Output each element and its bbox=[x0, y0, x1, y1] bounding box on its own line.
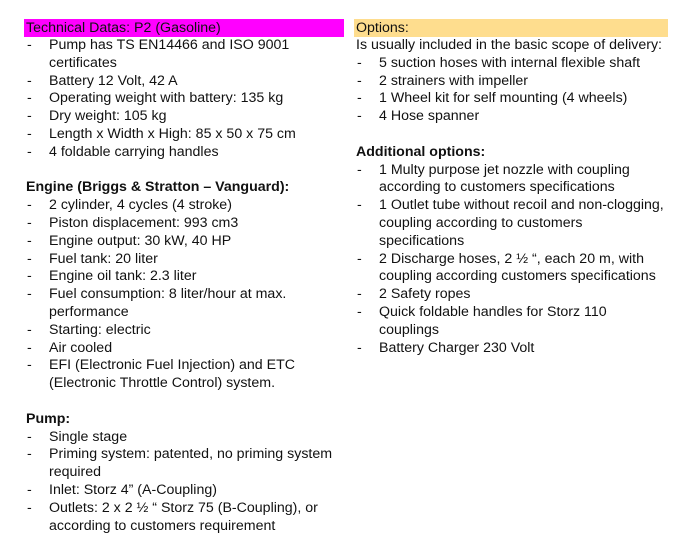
list-item bbox=[26, 429, 344, 447]
list-item bbox=[26, 90, 344, 108]
dash-bullet: - bbox=[27, 37, 32, 53]
dash-bullet: - bbox=[27, 197, 32, 214]
dash-bullet: - bbox=[357, 339, 362, 356]
list-item-text: Priming system: patented, no priming system required bbox=[49, 446, 333, 481]
dash-bullet: - bbox=[27, 90, 32, 107]
dash-bullet: - bbox=[27, 321, 32, 338]
technical-datas-list bbox=[26, 37, 344, 162]
list-item bbox=[356, 340, 668, 358]
list-item bbox=[26, 144, 344, 162]
dash-bullet: - bbox=[357, 161, 362, 178]
dash-bullet: - bbox=[357, 303, 362, 320]
list-item bbox=[26, 340, 344, 358]
list-item bbox=[26, 37, 344, 73]
dash-bullet: - bbox=[357, 197, 362, 214]
dash-bullet: - bbox=[357, 250, 362, 267]
list-item bbox=[356, 73, 668, 91]
list-item bbox=[26, 73, 344, 91]
list-item-text: Starting: electric bbox=[49, 321, 151, 338]
dash-bullet: - bbox=[357, 90, 362, 107]
list-item bbox=[26, 286, 344, 322]
options-header: Options: bbox=[354, 19, 668, 37]
list-item-text: Air cooled bbox=[49, 339, 113, 356]
list-item-text: Engine oil tank: 2.3 liter bbox=[49, 268, 197, 285]
list-item-text: Engine output: 30 kW, 40 HP bbox=[49, 232, 232, 249]
pump-list bbox=[26, 429, 344, 536]
list-item-text: 5 suction hoses with internal flexible shaft bbox=[379, 54, 641, 71]
list-item-text: Fuel tank: 20 liter bbox=[49, 250, 158, 267]
dash-bullet: - bbox=[27, 357, 32, 374]
list-item bbox=[356, 90, 668, 108]
list-item bbox=[26, 322, 344, 340]
dash-bullet: - bbox=[27, 214, 32, 231]
list-item-text: Operating weight with battery: 135 kg bbox=[49, 90, 284, 107]
dash-bullet: - bbox=[27, 125, 32, 142]
list-item bbox=[26, 215, 344, 233]
list-item bbox=[356, 251, 668, 287]
list-item bbox=[26, 446, 344, 482]
technical-datas-header: Technical Datas: P2 (Gasoline) bbox=[24, 19, 344, 37]
list-item-text: EFI (Electronic Fuel Injection) and ETC (Electronic Throttle Control) system. bbox=[49, 357, 296, 392]
list-item-text: 4 foldable carrying handles bbox=[49, 143, 219, 160]
dash-bullet: - bbox=[357, 72, 362, 89]
list-item bbox=[26, 108, 344, 126]
list-item bbox=[26, 197, 344, 215]
list-item-text: 1 Multy purpose jet nozzle with coupling according to customers specifications bbox=[379, 161, 630, 196]
list-item bbox=[356, 286, 668, 304]
list-item bbox=[356, 162, 668, 198]
list-item-text: Length x Width x High: 85 x 50 x 75 cm bbox=[49, 125, 296, 142]
list-item-text: Quick foldable handles for Storz 110 couplings bbox=[379, 303, 607, 338]
pump-heading: Pump: bbox=[26, 410, 71, 427]
additional-options-heading: Additional options: bbox=[356, 143, 486, 160]
options-list bbox=[356, 55, 668, 126]
list-item-text: 2 Discharge hoses, 2 ½ “, each 20 m, with coupling according customers specifications bbox=[379, 250, 656, 285]
list-item-text: 2 cylinder, 4 cycles (4 stroke) bbox=[49, 197, 232, 214]
dash-bullet: - bbox=[27, 499, 32, 516]
list-item bbox=[356, 197, 668, 250]
dash-bullet: - bbox=[357, 286, 362, 303]
list-item-text: Outlets: 2 x 2 ½ “ Storz 75 (B-Coupling), or according to customers requirement bbox=[49, 499, 318, 534]
list-item bbox=[26, 357, 344, 393]
dash-bullet: - bbox=[27, 481, 32, 498]
dash-bullet: - bbox=[27, 339, 32, 356]
options-intro: Is usually included in the basic scope of delivery: bbox=[356, 37, 662, 53]
list-item-text: 2 strainers with impeller bbox=[379, 72, 529, 89]
list-item bbox=[26, 482, 344, 500]
dash-bullet: - bbox=[27, 428, 32, 445]
list-item-text: 1 Outlet tube without recoil and non-clogging, coupling according to customers specifications bbox=[379, 197, 664, 249]
dash-bullet: - bbox=[27, 232, 32, 249]
list-item-text: Dry weight: 105 kg bbox=[49, 108, 167, 125]
engine-list bbox=[26, 197, 344, 393]
list-item-text: 4 Hose spanner bbox=[379, 108, 480, 125]
list-item bbox=[356, 55, 668, 73]
dash-bullet: - bbox=[357, 108, 362, 125]
list-item bbox=[356, 304, 668, 340]
right-column bbox=[356, 19, 668, 357]
list-item-text: 1 Wheel kit for self mounting (4 wheels) bbox=[379, 90, 628, 107]
list-item-text: Battery 12 Volt, 42 A bbox=[49, 72, 178, 89]
dash-bullet: - bbox=[27, 446, 32, 463]
list-item-text: 2 Safety ropes bbox=[379, 286, 471, 303]
engine-heading: Engine (Briggs & Stratton – Vanguard): bbox=[26, 179, 290, 196]
dash-bullet: - bbox=[27, 286, 32, 303]
list-item-text: Piston displacement: 993 cm3 bbox=[49, 214, 239, 231]
list-item bbox=[26, 268, 344, 286]
list-item-text: Pump has TS EN14466 and ISO 9001 certificates bbox=[49, 37, 290, 71]
left-column bbox=[26, 19, 344, 535]
list-item bbox=[26, 233, 344, 251]
list-item-text: Fuel consumption: 8 liter/hour at max. performance bbox=[49, 286, 287, 320]
dash-bullet: - bbox=[27, 108, 32, 125]
dash-bullet: - bbox=[27, 250, 32, 267]
additional-options-list bbox=[356, 162, 668, 358]
list-item bbox=[356, 108, 668, 126]
dash-bullet: - bbox=[27, 72, 32, 89]
list-item bbox=[26, 251, 344, 269]
list-item-text: Battery Charger 230 Volt bbox=[379, 339, 535, 356]
dash-bullet: - bbox=[357, 54, 362, 71]
list-item bbox=[26, 126, 344, 144]
dash-bullet: - bbox=[27, 268, 32, 285]
dash-bullet: - bbox=[27, 143, 32, 160]
list-item bbox=[26, 500, 344, 536]
list-item-text: Inlet: Storz 4” (A-Coupling) bbox=[49, 481, 217, 498]
list-item-text: Single stage bbox=[49, 428, 128, 445]
